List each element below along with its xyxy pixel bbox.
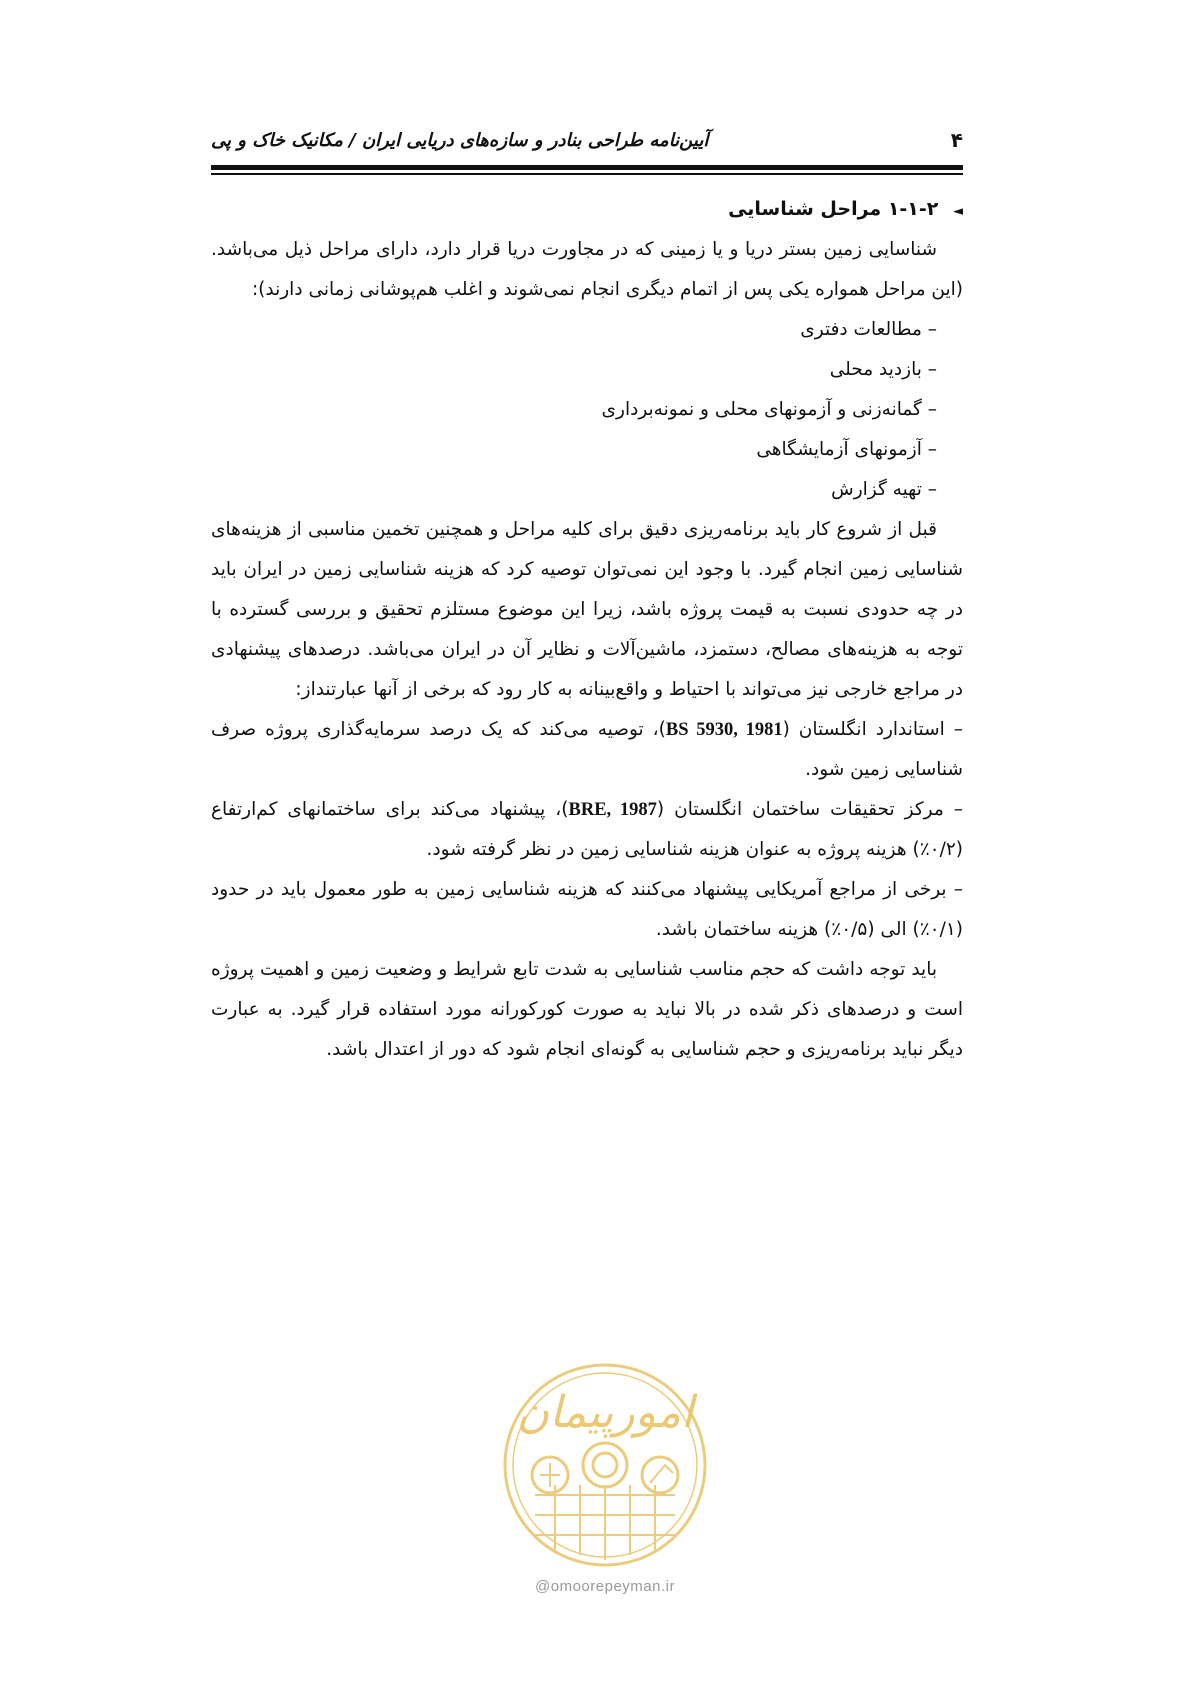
section-heading	[211, 188, 963, 230]
reference-item	[211, 710, 963, 790]
intro-paragraph: شناسایی زمین بستر دریا و یا زمینی که در مجاورت دریا قرار دارد، دارای مراحل ذیل می‌باشد. (این مراحل همواره یکی پس از اتمام دیگری انجام نمی‌شوند و اغلب هم‌پوشانی زمانی دارند):	[211, 239, 963, 300]
reference-text-after: )، توصیه می‌کند که یک درصد سرمایه‌گذاری پروژه صرف شناسایی زمین شود.	[211, 719, 963, 780]
omoorepeyman-seal-icon	[495, 1355, 715, 1575]
stages-list	[211, 310, 963, 510]
page-content	[211, 188, 963, 1070]
watermark-logo-text: امورپیمان	[516, 1387, 694, 1438]
page-number: ۴	[950, 128, 963, 152]
list-item: – آزمونهای آزمایشگاهی	[756, 439, 937, 460]
reference-text-after: )، پیشنهاد می‌کند برای ساختمانهای کم‌ارتفاع (۰/۲٪) هزینه پروژه به عنوان هزینه شناسایی زمین در نظر گرفته شود.	[211, 799, 963, 860]
section-number: ۱-۱-۲	[887, 198, 939, 220]
running-title: آیین‌نامه طراحی بنادر و سازه‌های دریایی ایران / مکانیک خاک و پی	[211, 130, 709, 151]
list-item: – مطالعات دفتری	[800, 319, 937, 340]
triangle-bullet-icon: ◄	[953, 204, 963, 219]
reference-item	[211, 790, 963, 870]
page-header	[211, 128, 963, 156]
reference-code: BRE, 1987	[568, 800, 657, 820]
list-item: – تهیه گزارش	[831, 479, 937, 500]
section-title: مراحل شناسایی	[728, 198, 882, 220]
reference-text-before: – مرکز تحقیقات ساختمان انگلستان (	[656, 799, 963, 820]
list-item: – بازدید محلی	[829, 359, 937, 380]
reference-text-before: – استاندارد انگلستان (	[782, 719, 963, 740]
cost-paragraph: قبل از شروع کار باید برنامه‌ریزی دقیق برای کلیه مراحل و همچنین تخمین مناسبی از هزینه‌های شناسایی زمین انجام گیرد. با وجود این نمی‌توان توصیه کرد که هزینه شناسایی زمین در ایران باید در چه حدودی نسبت به قیمت پروژه باشد، زیرا این موضوع مستلزم تحقیق و بررسی گسترده با توجه به هزینه‌های مصالح، دستمزد، ماشین‌آلات و نظایر آن در ایران می‌باشد. درصدهای پیشنهادی در مراجع خارجی نیز می‌تواند با احتیاط و واقع‌بینانه به کار رود که برخی از آنها عبارتنداز:	[211, 519, 963, 700]
reference-text-before: – برخی از مراجع آمریکایی پیشنهاد می‌کنند که هزینه شناسایی زمین به طور معمول باید در حدود (۰/۱٪) الی (۰/۵٪) هزینه ساختمان باشد.	[211, 879, 963, 940]
reference-item	[211, 870, 963, 950]
watermark-url: @omoorepeyman.ir	[535, 1578, 675, 1595]
header-rule-thick	[211, 165, 963, 170]
header-rule-thin	[211, 173, 963, 175]
list-item: – گمانه‌زنی و آزمونهای محلی و نمونه‌برداری	[601, 399, 937, 420]
closing-paragraph: باید توجه داشت که حجم مناسب شناسایی به شدت تابع شرایط و وضعیت زمین و اهمیت پروژه است و درصدهای ذکر شده در بالا نباید به صورت کورکورانه مورد استفاده قرار گیرد. به عبارت دیگر نباید برنامه‌ریزی و حجم شناسایی به گونه‌ای انجام شود که دور از اعتدال باشد.	[211, 959, 963, 1060]
reference-code: BS 5930, 1981	[665, 720, 783, 740]
